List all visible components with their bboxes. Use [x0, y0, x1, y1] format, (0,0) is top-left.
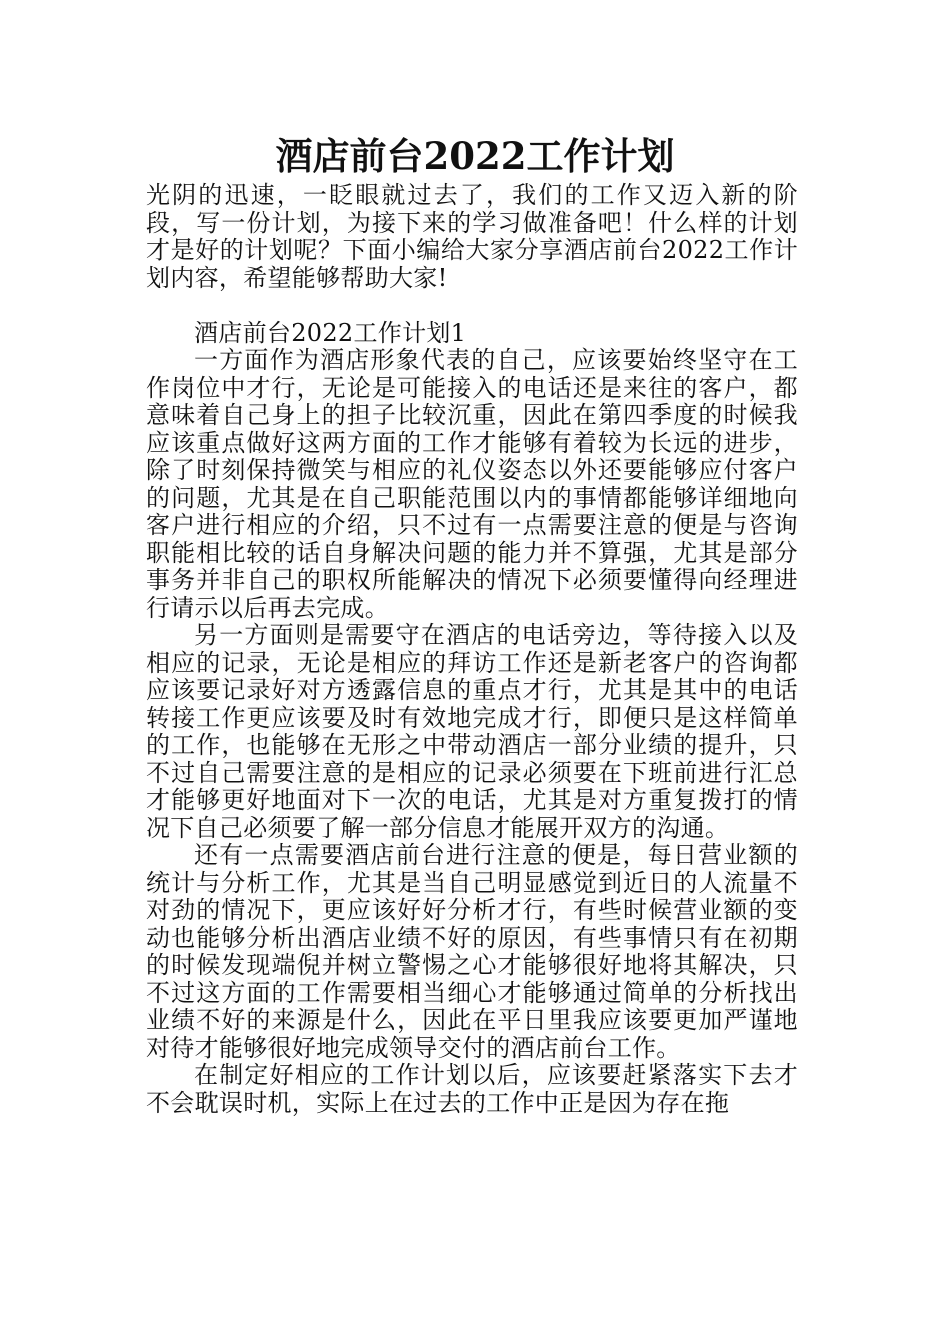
document-body [146, 182, 798, 1117]
document-page [146, 130, 798, 1117]
section-heading: 酒店前台2022工作计划1 [194, 318, 467, 347]
body-paragraph-1: 一方面作为酒店形象代表的自己，应该要始终坚守在工作岗位中才行，无论是可能接入的电话还是来往的客户，都意味着自己身上的担子比较沉重，因此在第四季度的时候我应该重点做好这两方面的工作才能够有着较为长远的进步，除了时刻保持微笑与相应的礼仪姿态以外还要能够应付客户的问题，尤其是在自己职能范围以内的事情都能够详细地向客户进行相应的介绍，只不过有一点需要注意的便是与咨询职能相比较的话自身解决问题的能力并不算强，尤其是部分事务并非自己的职权所能解决的情况下必须要懂得向经理进行请示以后再去完成。 [146, 346, 798, 622]
intro-paragraph: 光阴的迅速，一眨眼就过去了，我们的工作又迈入新的阶段，写一份计划，为接下来的学习做准备吧！什么样的计划才是好的计划呢？下面小编给大家分享酒店前台2022工作计划内容，希望能够帮助大家! [146, 181, 798, 292]
body-paragraph-2: 另一方面则是需要守在酒店的电话旁边，等待接入以及相应的记录，无论是相应的拜访工作还是新老客户的咨询都应该要记录好对方透露信息的重点才行，尤其是其中的电话转接工作更应该要及时有效地完成才行，即便只是这样简单的工作，也能够在无形之中带动酒店一部分业绩的提升，只不过自己需要注意的是相应的记录必须要在下班前进行汇总才能够更好地面对下一次的电话，尤其是对方重复拨打的情况下自己必须要了解一部分信息才能展开双方的沟通。 [146, 621, 798, 842]
document-title: 酒店前台2022工作计划 [275, 134, 675, 178]
body-paragraph-4: 在制定好相应的工作计划以后，应该要赶紧落实下去才不会耽误时机，实际上在过去的工作中正是因为存在拖 [146, 1061, 798, 1117]
body-paragraph-3: 还有一点需要酒店前台进行注意的便是，每日营业额的统计与分析工作，尤其是当自己明显感觉到近日的人流量不对劲的情况下，更应该好好分析才行，有些时候营业额的变动也能够分析出酒店业绩不好的原因，有些事情只有在初期的时候发现端倪并树立警惕之心才能够很好地将其解决，只不过这方面的工作需要相当细心才能够通过简单的分析找出业绩不好的来源是什么，因此在平日里我应该要更加严谨地对待才能够很好地完成领导交付的酒店前台工作。 [146, 841, 798, 1062]
